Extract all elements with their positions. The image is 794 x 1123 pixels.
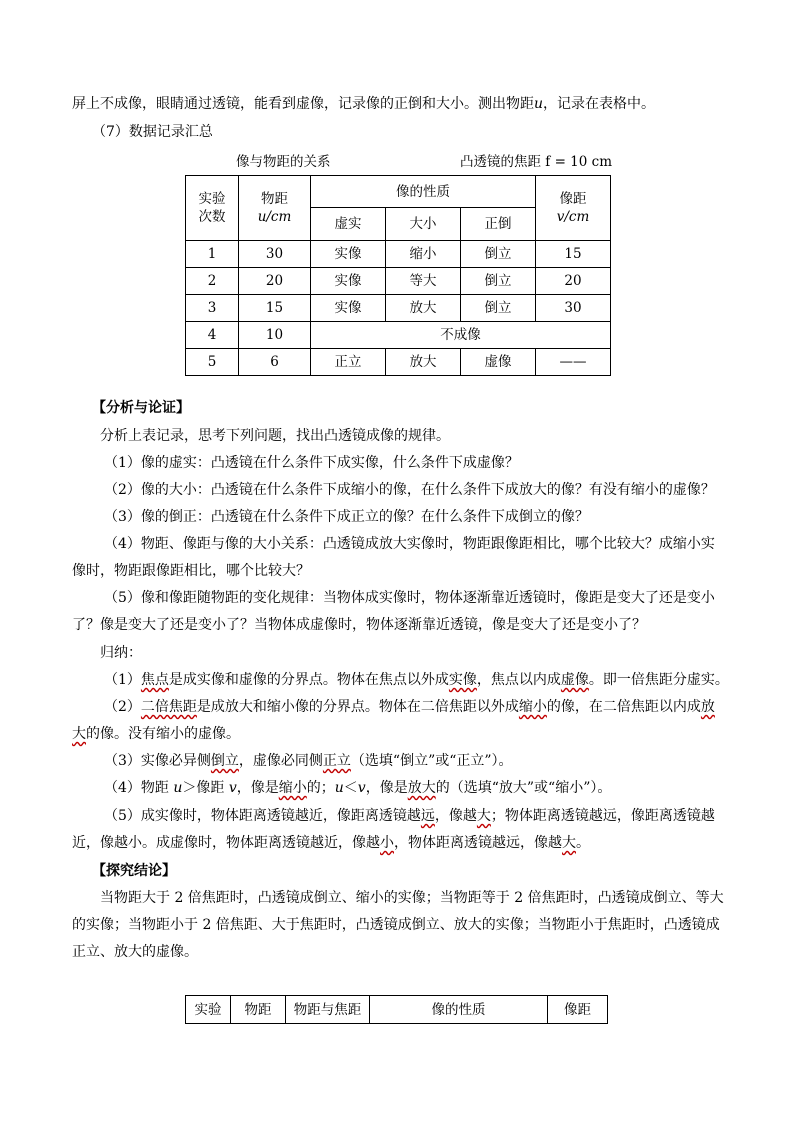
answer-upright: 正立 xyxy=(322,753,351,769)
conclusion-line-1: 当物距大于 2 倍焦距时，凸透镜成倒立、缩小的实像；当物距等于 2 倍焦距时，凸透镜成倒立、等大 xyxy=(100,890,724,906)
intro-text-tail: ，记录在表格中。 xyxy=(543,96,656,112)
summary-5-line-2: 近，像越小。成虚像时，物体距离透镜越近，像越小，物体距离透镜越远，像越大。 xyxy=(72,835,590,851)
cell-trial: 1 xyxy=(186,241,239,268)
header-object-distance: 物距 xyxy=(231,996,286,1024)
question-4-line-1: （4）物距、像距与像的大小关系：凸透镜成放大实像时，物距跟像距相比，哪个比较大？成缩小实 xyxy=(104,536,715,552)
table1-caption-right: 凸透镜的焦距 f = 10 cm xyxy=(460,154,613,170)
results-table-header xyxy=(185,995,608,1024)
question-5-line-2: 了？像是变大了还是变小了？当物体成虚像时，物体逐渐靠近透镜，像是变大了还是变小了？ xyxy=(72,617,646,633)
summary-2-line-2: 大的像。没有缩小的虚像。 xyxy=(72,726,240,742)
summary-4: （4）物距 u＞像距 v，像是缩小的；u＜v，像是放大的（选填“放大”或“缩小”）。 xyxy=(104,780,612,796)
answer-focal-point: 焦点 xyxy=(140,672,169,688)
conclusion-heading: 【探究结论】 xyxy=(92,863,176,879)
question-1: （1）像的虚实：凸透镜在什么条件下成实像，什么条件下成虚像？ xyxy=(104,455,519,471)
question-5-line-1: （5）像和像距随物距的变化规律：当物体成实像时，物体逐渐靠近透镜时，像距是变大了还是变小 xyxy=(104,590,715,606)
summary-heading: 归纳： xyxy=(100,645,142,661)
cell-size: 等大 xyxy=(386,268,461,295)
item-7-label: （7）数据记录汇总 xyxy=(92,124,213,140)
header-trial: 实验 次数 xyxy=(186,176,239,241)
analysis-heading: 【分析与论证】 xyxy=(92,400,190,416)
cell-real-virtual: 实像 xyxy=(311,241,386,268)
answer-real-image: 实像 xyxy=(448,672,477,688)
summary-2-line-1: （2）二倍焦距是成放大和缩小像的分界点。物体在二倍焦距以外成缩小的像，在二倍焦距以内成放 xyxy=(104,699,715,715)
answer-virtual-image: 虚像 xyxy=(560,672,589,688)
question-2: （2）像的大小：凸透镜在什么条件下成缩小的像，在什么条件下成放大的像？有没有缩小的虚像？ xyxy=(104,482,715,498)
answer-enlarged-part2: 大 xyxy=(72,726,86,742)
question-3: （3）像的倒正：凸透镜在什么条件下成正立的像？在什么条件下成倒立的像？ xyxy=(104,509,589,525)
header-object-distance: 物距 u/cm xyxy=(239,176,311,241)
answer-far: 远 xyxy=(420,808,435,824)
header-image-properties: 像的性质 xyxy=(370,996,548,1024)
question-4-line-2: 像时，物距跟像距相比，哪个比较大？ xyxy=(72,563,310,579)
cell-v: 15 xyxy=(536,241,611,268)
header-real-virtual: 虚实 xyxy=(311,208,386,241)
header-image-distance: 像距 v/cm xyxy=(536,176,611,241)
intro-text: 屏上不成像，眼睛通过透镜，能看到虚像，记录像的正倒和大小。测出物距 xyxy=(72,96,534,112)
cell-orientation: 倒立 xyxy=(461,241,536,268)
header-distance-vs-focal: 物距与焦距 xyxy=(286,996,370,1024)
cell-orientation: 倒立 xyxy=(461,295,536,322)
u-variable: u xyxy=(534,96,544,112)
header-experiment: 实验 xyxy=(186,996,231,1024)
data-table xyxy=(185,175,611,376)
cell-v: 20 xyxy=(536,268,611,295)
table-row xyxy=(186,241,611,268)
conclusion-line-3: 正立、放大的虚像。 xyxy=(72,944,198,960)
cell-u: 6 xyxy=(239,349,311,376)
analysis-lead: 分析上表记录，思考下列问题，找出凸透镜成像的规律。 xyxy=(100,428,450,444)
header-image-distance: 像距 xyxy=(548,996,608,1024)
cell-trial: 2 xyxy=(186,268,239,295)
cell-size: 放大 xyxy=(386,349,461,376)
header-size: 大小 xyxy=(386,208,461,241)
cell-v: 30 xyxy=(536,295,611,322)
cell-u: 30 xyxy=(239,241,311,268)
cell-real-virtual: 正立 xyxy=(311,349,386,376)
cell-u: 15 xyxy=(239,295,311,322)
cell-orientation: 虚像 xyxy=(461,349,536,376)
answer-larger: 放大 xyxy=(407,780,436,796)
cell-no-image: 不成像 xyxy=(311,322,611,349)
cell-size: 缩小 xyxy=(386,241,461,268)
header-image-nature: 像的性质 xyxy=(311,176,536,208)
table-row xyxy=(186,322,611,349)
cell-size: 放大 xyxy=(386,295,461,322)
cell-trial: 5 xyxy=(186,349,239,376)
answer-small: 小 xyxy=(380,835,394,851)
cell-v: —— xyxy=(536,349,611,376)
cell-real-virtual: 实像 xyxy=(311,295,386,322)
answer-enlarged-part1: 放 xyxy=(700,699,715,715)
cell-orientation: 倒立 xyxy=(461,268,536,295)
table-row xyxy=(186,349,611,376)
summary-1: （1）焦点是成实像和虚像的分界点。物体在焦点以外成实像，焦点以内成虚像。即一倍焦距分虚实。 xyxy=(104,672,729,688)
answer-double-focal: 二倍焦距 xyxy=(140,699,197,715)
table1-caption-left: 像与物距的关系 xyxy=(236,154,331,170)
answer-reduced: 缩小 xyxy=(518,699,547,715)
cell-u: 20 xyxy=(239,268,311,295)
intro-line-1 xyxy=(72,94,655,114)
answer-inverted: 倒立 xyxy=(210,753,239,769)
cell-trial: 4 xyxy=(186,322,239,349)
table-row xyxy=(186,268,611,295)
cell-trial: 3 xyxy=(186,295,239,322)
answer-big: 大 xyxy=(476,808,491,824)
table-row xyxy=(186,295,611,322)
cell-u: 10 xyxy=(239,322,311,349)
cell-real-virtual: 实像 xyxy=(311,268,386,295)
summary-5-line-1: （5）成实像时，物体距离透镜越近，像距离透镜越远，像越大；物体距离透镜越远，像距离透镜越 xyxy=(104,808,715,824)
header-orientation: 正倒 xyxy=(461,208,536,241)
answer-bigger: 大 xyxy=(562,835,576,851)
answer-smaller: 缩小 xyxy=(278,780,307,796)
summary-3: （3）实像必异侧倒立，虚像必同侧正立（选填“倒立”或“正立”）。 xyxy=(104,753,513,769)
conclusion-line-2: 的实像；当物距小于 2 倍焦距、大于焦距时，凸透镜成倒立、放大的实像；当物距小于焦距时，凸透镜成 xyxy=(72,917,720,933)
